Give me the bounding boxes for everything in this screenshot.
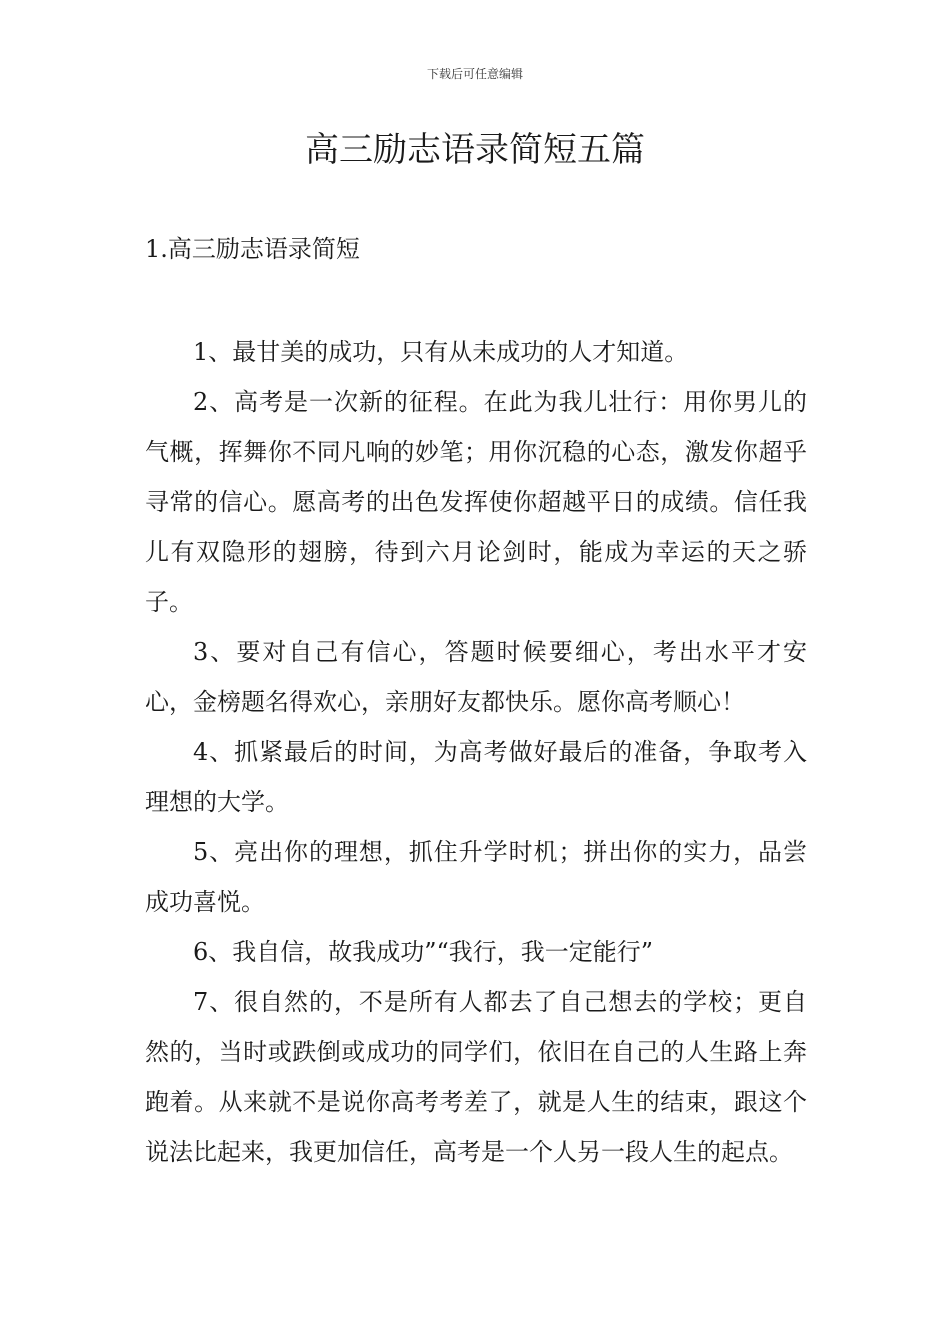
section-heading: 1.高三励志语录简短 [145, 235, 360, 263]
paragraph-6: 6、我自信，故我成功”“我行，我一定能行” [193, 938, 654, 966]
paragraph-5: 5、亮出你的理想，抓住升学时机；拼出你的实力，品尝成功喜悦。 [145, 838, 807, 916]
paragraph-7: 7、很自然的，不是所有人都去了自己想去的学校；更自然的，当时或跌倒或成功的同学们，依旧在自己的人生路上奔跑着。从来就不是说你高考考差了，就是人生的结束，跟这个说法比起来，我更加信任，高考是一个人另一段人生的起点。 [145, 988, 807, 1166]
body-text [145, 327, 807, 1177]
paragraph-1: 1、最甘美的成功，只有从未成功的人才知道。 [193, 338, 689, 366]
paragraph-2: 2、高考是一次新的征程。在此为我儿壮行：用你男儿的气概，挥舞你不同凡响的妙笔；用你沉稳的心态，激发你超乎寻常的信心。愿高考的出色发挥使你超越平日的成绩。信任我儿有双隐形的翅膀，待到六月论剑时，能成为幸运的天之骄子。 [145, 388, 807, 616]
header-note: 下载后可任意编辑 [426, 67, 523, 81]
paragraph-3: 3、要对自己有信心，答题时候要细心，考出水平才安心，金榜题名得欢心，亲朋好友都快乐。愿你高考顺心！ [145, 638, 807, 716]
document-title: 高三励志语录简短五篇 [305, 130, 645, 170]
paragraph-4: 4、抓紧最后的时间，为高考做好最后的准备，争取考入理想的大学。 [145, 738, 807, 816]
